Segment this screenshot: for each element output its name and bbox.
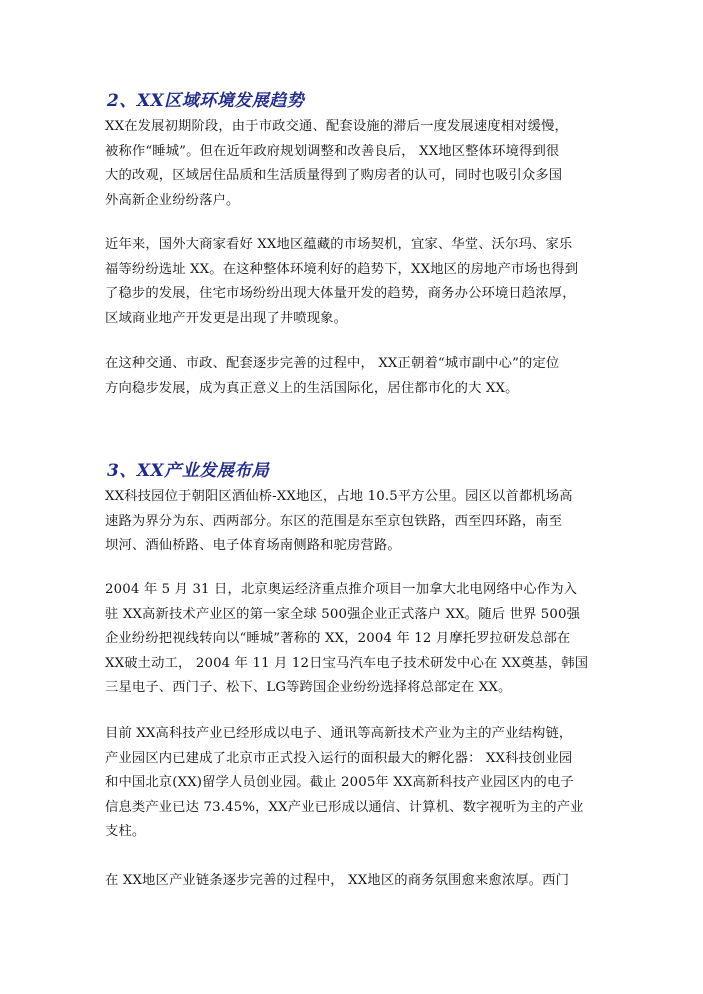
text-line: 速路为界分为东、西两部分。东区的范围是东至京包铁路，西至四环路，南至 — [105, 513, 563, 529]
text-line: 在这种交通、市政、配套逐步完善的过程中， XX正朝着“城市副中心”的定位 — [105, 356, 560, 371]
section-heading-industry-layout: 3、XX产业发展布局 — [107, 461, 270, 481]
paragraph-early-stage — [105, 115, 597, 213]
text-line: 驻 XX高新技术产业区的第一家全球 500强企业正式落户 XX。随后 世界 500强 — [105, 606, 581, 622]
paragraph-industry-chain — [105, 722, 597, 845]
paragraph-business-atmosphere — [105, 869, 597, 894]
text-line: 近年来，国外大商家看好 XX地区蕴藏的市场契机，宜家、华堂、沃尔玛、家乐 — [105, 237, 573, 252]
text-line: 2004 年 5 月 31 日，北京奥运经济重点推介项目一加拿大北电网络中心作为入 — [105, 582, 578, 597]
text-line: XX科技园位于朝阳区酒仙桥-XX地区，占地 10.5平方公里。园区以首都机场高 — [105, 489, 573, 504]
text-line: 信息类产业已达 73.45%，XX产业已形成以通信、计算机、数字视听为主的产业 — [105, 799, 584, 815]
section-heading-regional-environment: 2、XX区域环境发展趋势 — [107, 91, 305, 111]
text-line: 区域商业地产开发更是出现了井喷现象。 — [105, 310, 348, 326]
text-line: 福等纷纷选址 XX。在这种整体环境利好的趋势下，XX地区的房地产市场也得到 — [105, 261, 579, 277]
text-line: 大的改观，区域居住品质和生活质量得到了购房者的认可，同时也吸引众多国 — [105, 168, 563, 183]
text-line: 被称作“睡城”。但在近年政府规划调整和改善良后， XX地区整体环境得到很 — [105, 143, 560, 159]
text-line: 外高新企业纷纷落户。 — [105, 192, 240, 208]
text-line: 企业纷纷把视线转向以“睡城”著称的 XX，2004 年 12 月摩托罗拉研发总部在 — [105, 631, 571, 646]
text-line: 和中国北京(XX)留学人员创业园。截止 2005年 XX高新科技产业园区内的电子 — [105, 775, 574, 790]
text-line: 支柱。 — [105, 824, 146, 839]
text-line: 在 XX地区产业链条逐步完善的过程中， XX地区的商务氛围愈来愈浓厚。西门 — [105, 873, 570, 888]
text-line: 方向稳步发展，成为真正意义上的生活国际化，居住都市化的大 XX。 — [105, 380, 519, 396]
text-line: 了稳步的发展，住宅市场纷纷出现大体量开发的趋势，商务办公环境日趋浓厚， — [105, 286, 576, 301]
text-line: 坝河、酒仙桥路、电子体育场南侧路和驼房营路。 — [105, 538, 401, 553]
text-line: XX破土动工， 2004 年 11 月 12日宝马汽车电子技术研发中心在 XX奠基，韩国 — [105, 655, 589, 671]
paragraph-2004-events — [105, 578, 597, 701]
paragraph-tech-park — [105, 485, 597, 559]
text-line: XX在发展初期阶段，由于市政交通、配套设施的滞后一度发展速度相对缓慢， — [105, 119, 568, 134]
paragraph-sub-center — [105, 352, 597, 401]
text-line: 目前 XX高科技产业已经形成以电子、通讯等高新技术产业为主的产业结构链， — [105, 726, 573, 741]
paragraph-foreign-merchants — [105, 233, 597, 331]
text-line: 产业园区内已建成了北京市正式投入运行的面积最大的孵化器： XX科技创业园 — [105, 750, 573, 766]
text-line: 三星电子、西门子、松下、LG等跨国企业纷纷选择将总部定在 XX。 — [105, 680, 512, 695]
